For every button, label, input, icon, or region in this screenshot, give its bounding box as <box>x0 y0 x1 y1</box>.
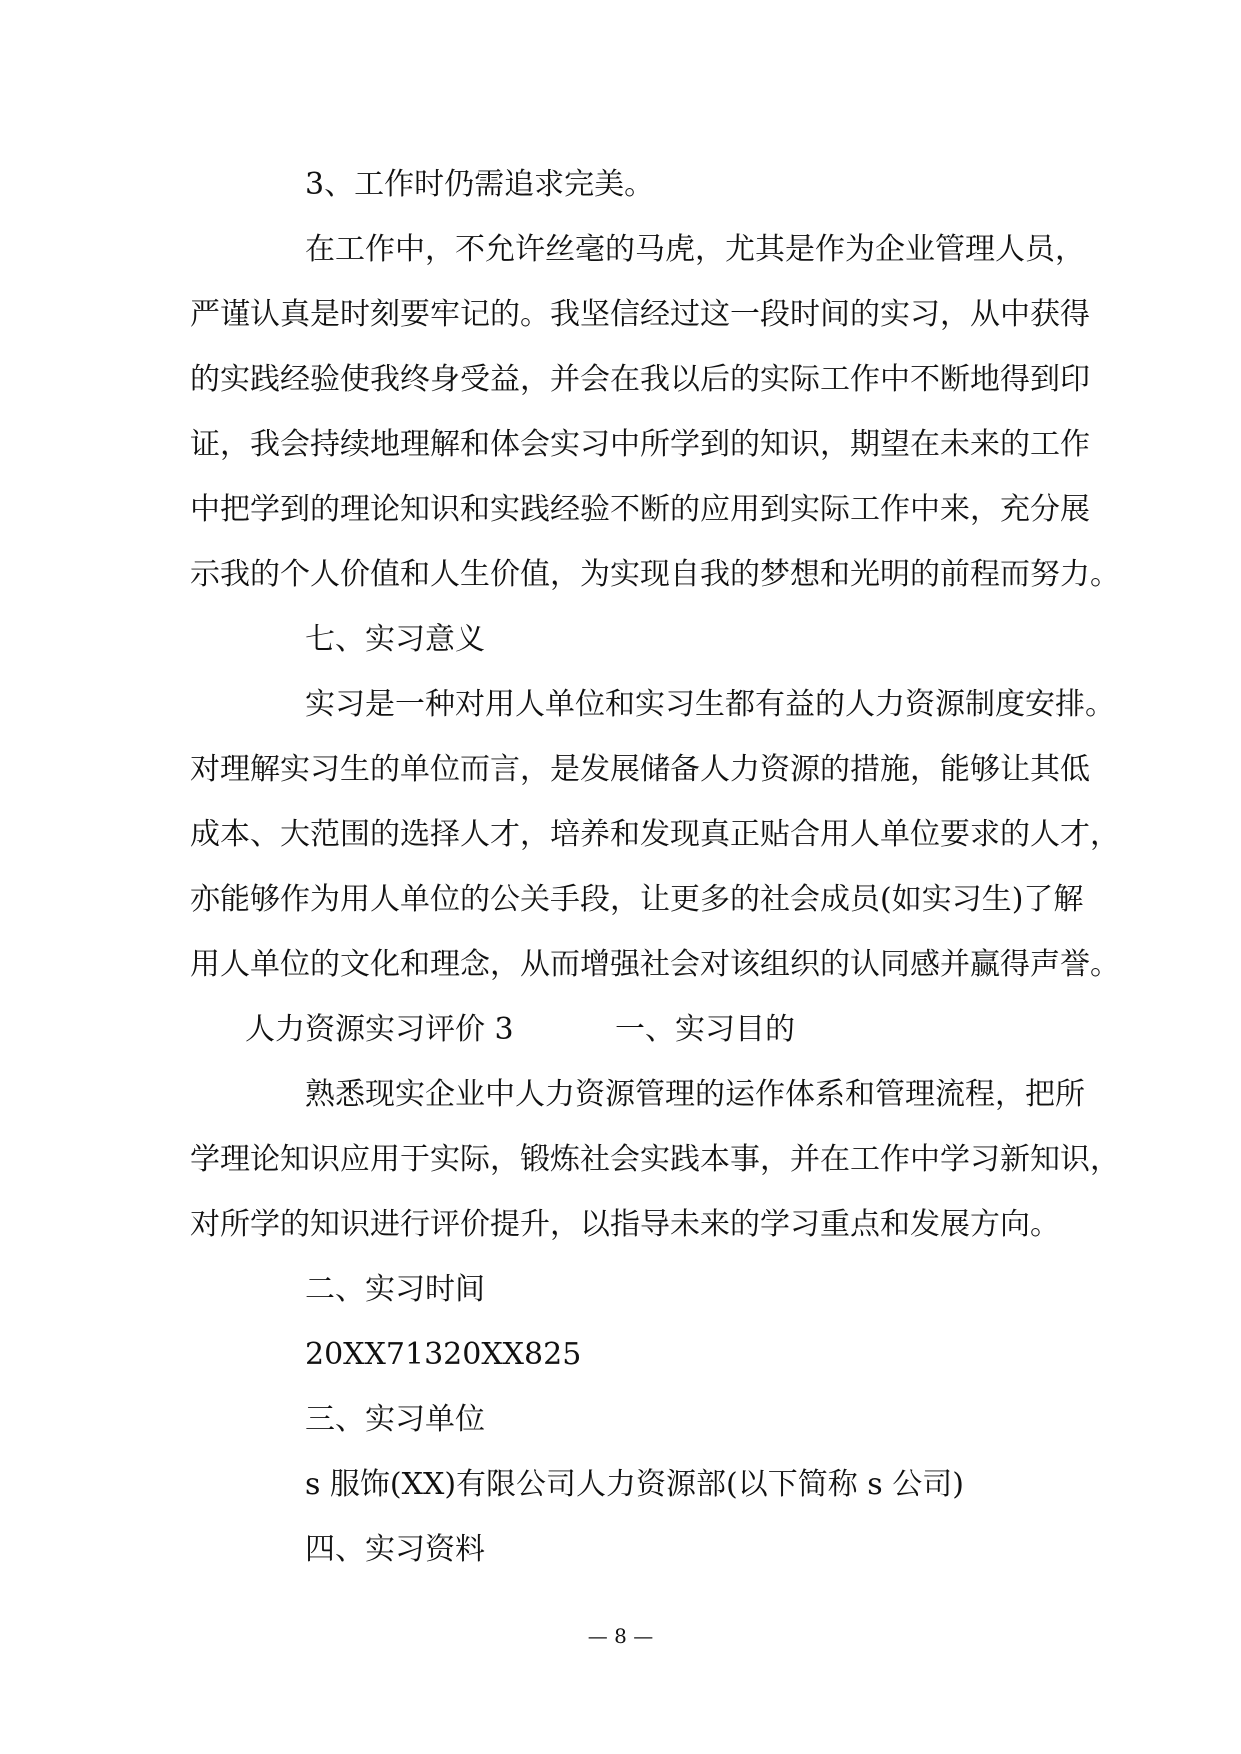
paragraph-line: 熟悉现实企业中人力资源管理的运作体系和管理流程，把所 <box>305 1077 1085 1112</box>
paragraph-line: 对所学的知识进行评价提升，以指导未来的学习重点和发展方向。 <box>190 1207 1060 1242</box>
paragraph-line: 学理论知识应用于实际，锻炼社会实践本事，并在工作中学习新知识， <box>190 1142 1120 1177</box>
paragraph-line: 成本、大范围的选择人才，培养和发现真正贴合用人单位要求的人才， <box>190 817 1120 852</box>
paragraph-line: 用人单位的文化和理念，从而增强社会对该组织的认同感并赢得声誉。 <box>190 947 1120 982</box>
paragraph-line: 实习是一种对用人单位和实习生都有益的人力资源制度安排。 <box>305 687 1115 722</box>
section-heading-2: 二、实习时间 <box>305 1272 485 1307</box>
section-heading-4: 四、实习资料 <box>305 1532 485 1567</box>
paragraph-line: 严谨认真是时刻要牢记的。我坚信经过这一段时间的实习，从中获得 <box>190 297 1090 332</box>
section-heading-1: 一、实习目的 <box>615 1012 795 1047</box>
paragraph-line: 对理解实习生的单位而言，是发展储备人力资源的措施，能够让其低 <box>190 752 1090 787</box>
paragraph-line: 在工作中，不允许丝毫的马虎，尤其是作为企业管理人员， <box>305 232 1085 267</box>
internship-unit-value: s 服饰(XX)有限公司人力资源部(以下简称 s 公司) <box>305 1467 964 1502</box>
paragraph-line: 证，我会持续地理解和体会实习中所学到的知识，期望在未来的工作 <box>190 427 1090 462</box>
section-heading-7: 七、实习意义 <box>305 622 485 657</box>
section-heading-3: 三、实习单位 <box>305 1402 485 1437</box>
document-subtitle: 人力资源实习评价 3 <box>245 1012 514 1047</box>
page-number: — 8 — <box>587 1624 654 1648</box>
paragraph-line: 中把学到的理论知识和实践经验不断的应用到实际工作中来，充分展 <box>190 492 1090 527</box>
paragraph-line: 示我的个人价值和人生价值，为实现自我的梦想和光明的前程而努力。 <box>190 557 1120 592</box>
internship-time-value: 20XX71320XX825 <box>305 1337 582 1372</box>
paragraph-line: 亦能够作为用人单位的公关手段，让更多的社会成员(如实习生)了解 <box>190 882 1084 917</box>
paragraph-line: 的实践经验使我终身受益，并会在我以后的实际工作中不断地得到印 <box>190 362 1090 397</box>
paragraph-heading-3: 3、工作时仍需追求完美。 <box>305 167 655 202</box>
